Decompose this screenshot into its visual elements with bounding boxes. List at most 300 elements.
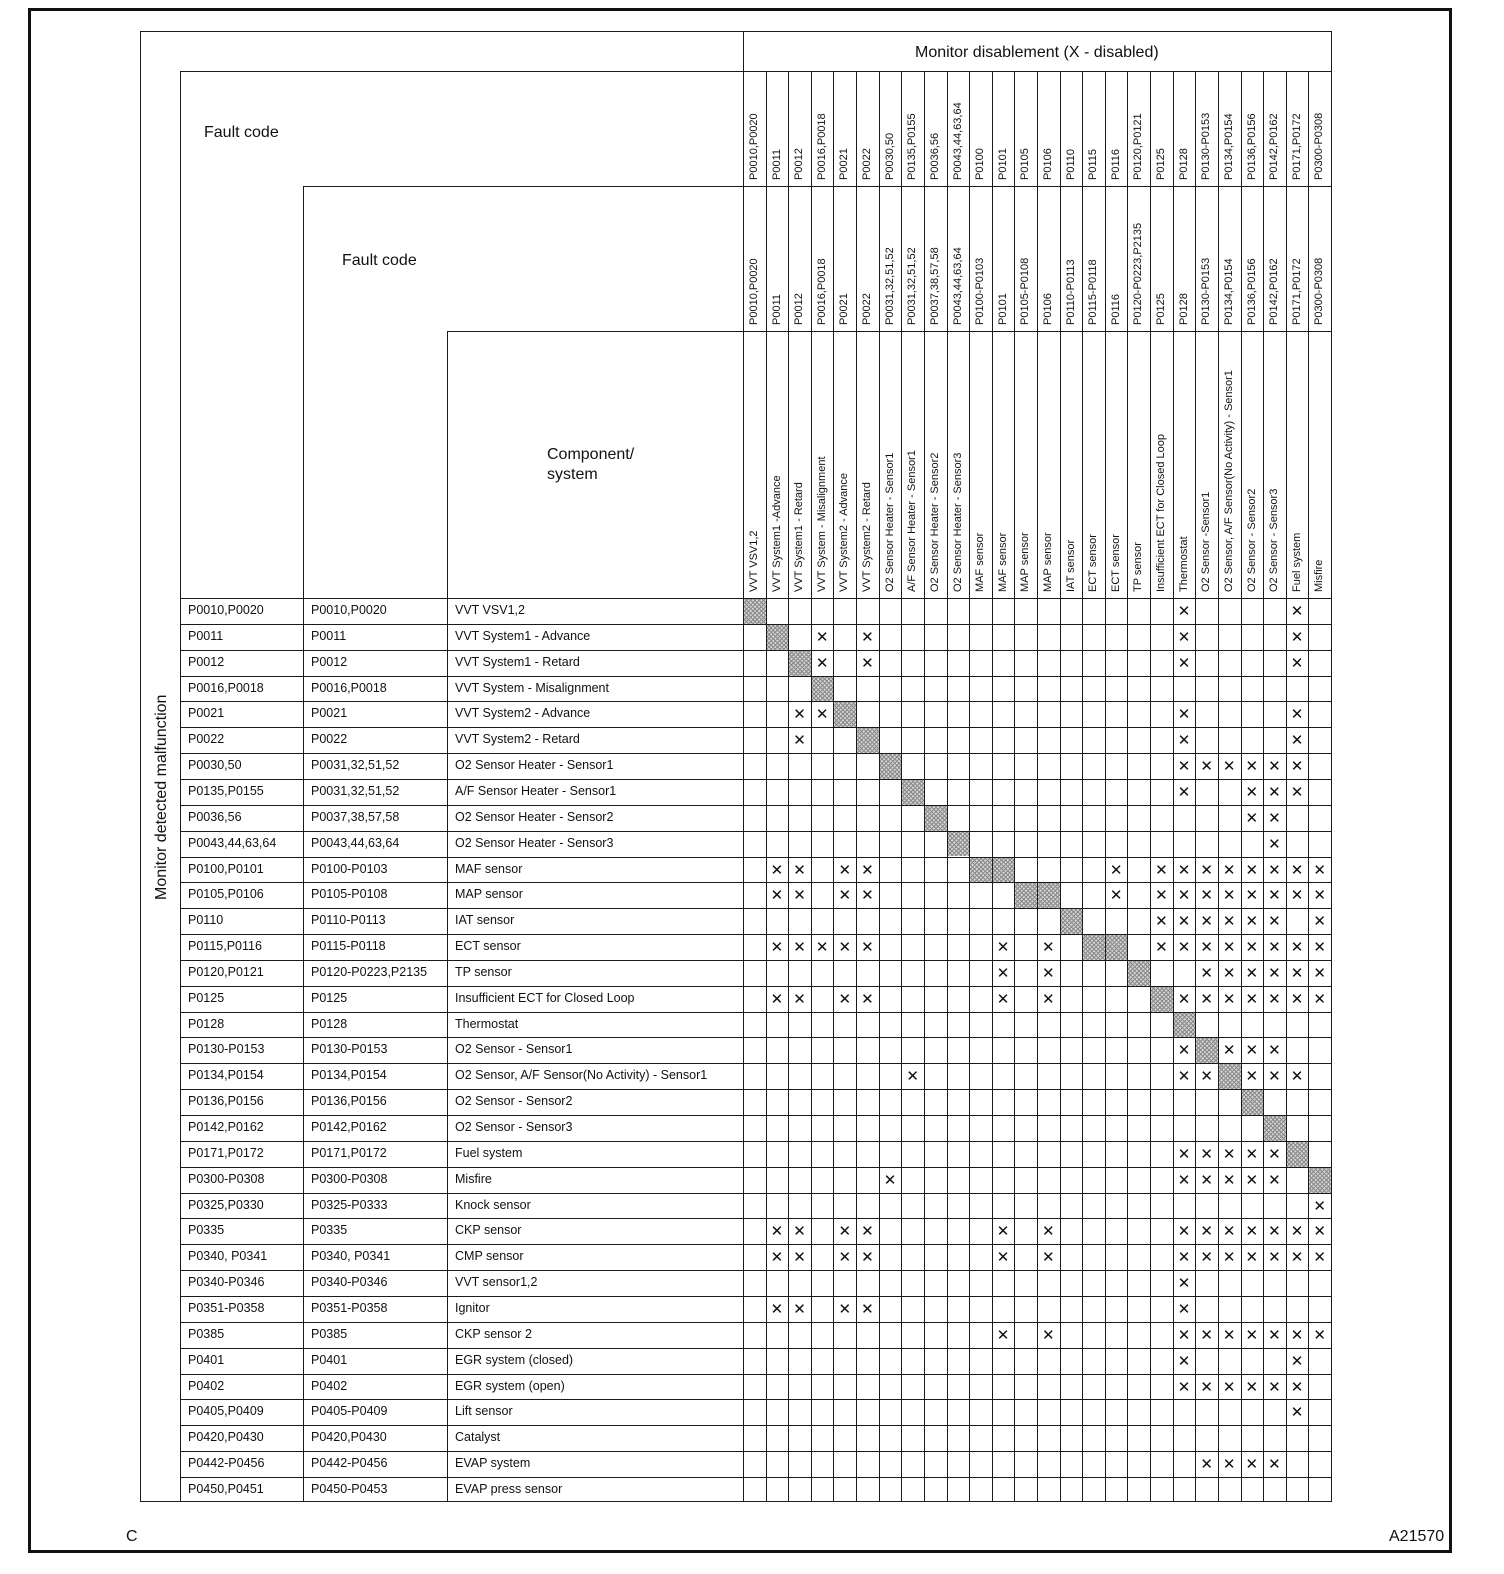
row-code-primary: P0171,P0172 [188,1145,264,1160]
self-cell-shade [812,677,834,702]
column-code-secondary: P0037,38,57,58 [928,247,941,325]
disabled-mark: ✕ [1155,886,1168,905]
column-code-secondary: P0134,P0154 [1222,258,1235,325]
row-code-secondary: P0011 [311,628,347,643]
grid-line [180,1296,1331,1297]
disabled-mark: ✕ [1042,989,1055,1008]
row-code-secondary: P0401 [311,1352,348,1367]
row-code-primary: P0010,P0020 [188,603,264,617]
row-code-secondary: P0351-P0358 [311,1300,388,1315]
disabled-mark: ✕ [1177,1377,1191,1396]
disabled-mark: ✕ [1222,1377,1236,1396]
disabled-mark: ✕ [1313,938,1326,957]
disabled-mark: ✕ [1222,1455,1236,1474]
grid-line [833,71,834,1501]
self-cell-shade [1174,1013,1196,1038]
disabled-mark: ✕ [1313,963,1326,982]
column-code-primary: P0010,P0020 [748,113,760,180]
disabled-mark: ✕ [1290,963,1304,982]
disabled-mark: ✕ [1222,963,1236,982]
column-component-name: ECT sensor [1109,534,1122,592]
self-cell-shade [1038,883,1060,908]
disabled-mark: ✕ [1109,860,1123,879]
row-component-name: VVT sensor1,2 [455,1275,538,1290]
disabled-mark: ✕ [1313,1325,1326,1344]
column-code-primary: P0115 [1087,149,1100,180]
column-code-secondary: P0021 [838,293,851,325]
grid-line [856,71,857,1501]
disabled-mark: ✕ [770,1222,784,1241]
row-code-secondary: P0125 [311,990,348,1005]
column-code-secondary: P0171,P0172 [1290,258,1303,325]
self-cell-shade [1015,883,1037,908]
column-code-primary: P0110 [1064,149,1077,180]
disabled-mark: ✕ [1268,912,1281,931]
disabled-mark: ✕ [1290,627,1304,646]
disabled-mark: ✕ [1200,963,1213,982]
disabled-mark: ✕ [793,731,806,750]
disabled-mark: ✕ [1268,757,1281,776]
component-header-line2: system [547,466,598,483]
row-code-primary: P0142,P0162 [188,1120,264,1134]
disabled-mark: ✕ [1155,938,1168,957]
disabled-mark: ✕ [1290,1222,1304,1241]
column-code-primary: P0022 [861,148,874,180]
column-code-primary: P0106 [1042,148,1054,180]
disabled-mark: ✕ [1245,1144,1259,1163]
row-component-name: MAP sensor [455,887,523,902]
disabled-mark: ✕ [861,1222,874,1241]
disabled-mark: ✕ [1177,731,1191,750]
disabled-mark: ✕ [1290,782,1304,801]
row-component-name: CMP sensor [455,1249,524,1264]
self-cell-shade [880,754,902,779]
column-code-primary: P0116 [1109,149,1122,180]
disabled-mark: ✕ [1268,834,1281,853]
column-code-secondary: P0016,P0018 [815,258,828,325]
column-component-name: O2 Sensor - Sensor2 [1245,488,1258,592]
grid-line [180,831,1331,832]
disabled-mark: ✕ [1155,860,1168,879]
grid-line [180,960,1331,961]
disabled-mark: ✕ [1290,886,1304,905]
disabled-mark: ✕ [996,989,1010,1008]
disabled-mark: ✕ [815,627,829,646]
row-code-primary: P0450,P0451 [188,1481,264,1496]
grid-line [447,331,448,1501]
row-code-primary: P0115,P0116 [188,939,262,954]
row-code-secondary: P0037,38,57,58 [311,809,400,824]
row-code-primary: P0130-P0153 [188,1042,265,1057]
self-cell-shade [767,625,789,650]
row-component-name: EVAP press sensor [455,1481,563,1496]
disabled-mark: ✕ [1177,886,1191,905]
column-code-primary: P0101 [996,148,1009,180]
disabled-mark: ✕ [770,938,784,957]
row-component-name: O2 Sensor Heater - Sensor2 [455,809,614,824]
disabled-mark: ✕ [1268,1041,1281,1060]
column-code-primary: P0125 [1155,148,1168,180]
grid-line [947,71,948,1501]
grid-line [180,650,1331,651]
row-component-name: CKP sensor [455,1223,522,1238]
row-component-name: O2 Sensor Heater - Sensor1 [455,758,614,773]
grid-line [180,753,1331,754]
disabled-mark: ✕ [1268,808,1281,827]
disabled-mark: ✕ [1042,1325,1055,1344]
row-code-secondary: P0043,44,63,64 [311,835,400,850]
row-code-primary: P0110 [188,913,224,928]
column-component-name: MAF sensor [974,532,987,592]
row-code-secondary: P0115-P0118 [311,939,386,954]
disabled-mark: ✕ [1290,731,1304,750]
row-component-name: EVAP system [455,1456,531,1471]
grid-line [180,1244,1331,1245]
disabled-mark: ✕ [1200,1325,1213,1344]
grid-line [180,1348,1331,1349]
disabled-mark: ✕ [1200,860,1213,879]
disabled-mark: ✕ [838,938,852,957]
grid-line [1105,71,1106,1501]
row-component-name: IAT sensor [455,913,515,928]
component-header-line1: Component/ [547,446,635,463]
column-code-secondary: P0116 [1109,294,1122,325]
grid-line [180,882,1331,883]
row-code-primary: P0300-P0308 [188,1171,265,1186]
disabled-mark: ✕ [770,989,784,1008]
row-component-name: Ignitor [455,1300,490,1315]
column-component-name: Misfire [1313,559,1326,592]
column-code-primary: P0100 [974,148,987,180]
column-code-secondary: P0106 [1042,293,1054,325]
disabled-mark: ✕ [1245,782,1259,801]
side-label-monitor-detected: Monitor detected malfunction [153,694,170,900]
disabled-mark: ✕ [793,860,806,879]
grid-line [1195,71,1196,1501]
footer-left-label: C [126,1528,138,1545]
column-code-primary: P0134,P0154 [1222,113,1235,180]
grid-line [1014,71,1015,1501]
column-component-name: VVT System2 - Advance [838,472,851,592]
column-code-secondary: P0105-P0108 [1019,257,1032,325]
disabled-mark: ✕ [1268,1222,1281,1241]
column-component-name: IAT sensor [1064,539,1077,592]
row-component-name: EGR system (open) [455,1378,565,1393]
grid-line [1082,71,1083,1501]
row-component-name: O2 Sensor - Sensor1 [455,1042,573,1057]
self-cell-shade [925,806,947,831]
column-component-name: O2 Sensor Heater - Sensor3 [951,452,964,592]
row-code-primary: P0351-P0358 [188,1300,265,1315]
disabled-mark: ✕ [1222,860,1236,879]
disabled-mark: ✕ [1177,627,1191,646]
grid-line [180,1374,1331,1375]
monitor-disablement-title: Monitor disablement (X - disabled) [915,44,1159,61]
disabled-mark: ✕ [793,938,806,957]
column-code-secondary: P0128 [1177,293,1190,325]
disabled-mark: ✕ [793,886,806,905]
row-code-secondary: P0031,32,51,52 [311,783,400,798]
row-component-name: Fuel system [455,1145,523,1160]
disabled-mark: ✕ [1245,1170,1259,1189]
disabled-mark: ✕ [861,1248,874,1267]
row-component-name: ECT sensor [455,939,521,954]
row-component-name: Misfire [455,1171,492,1186]
grid-line [879,71,880,1501]
disabled-mark: ✕ [1290,705,1304,724]
disabled-mark: ✕ [1200,1377,1213,1396]
row-code-secondary: P0031,32,51,52 [311,758,400,773]
row-component-name: TP sensor [455,964,512,979]
row-code-primary: P0022 [188,732,225,747]
grid-line [180,1218,1331,1219]
column-component-name: MAP sensor [1042,532,1054,592]
disabled-mark: ✕ [1177,1325,1191,1344]
row-code-secondary: P0012 [311,654,348,669]
disabled-mark: ✕ [996,1222,1010,1241]
column-code-secondary: P0101 [996,293,1009,325]
row-code-secondary: P0105-P0108 [311,887,388,902]
disabled-mark: ✕ [861,886,874,905]
column-code-secondary: P0120-P0223,P2135 [1132,222,1145,325]
disabled-mark: ✕ [770,886,784,905]
self-cell-shade [902,780,924,805]
grid-line [811,71,812,1501]
disabled-mark: ✕ [1290,757,1304,776]
table-border [140,31,1332,32]
disabled-mark: ✕ [1268,989,1281,1008]
row-code-secondary: P0016,P0018 [311,680,387,695]
row-code-primary: P0012 [188,654,225,669]
disabled-mark: ✕ [1222,1041,1236,1060]
disabled-mark: ✕ [1268,886,1281,905]
disabled-mark: ✕ [996,1248,1010,1267]
disabled-mark: ✕ [1222,938,1236,957]
self-cell-shade [1287,1142,1309,1167]
disabled-mark: ✕ [1245,912,1259,931]
column-code-primary: P0016,P0018 [815,113,828,180]
row-code-primary: P0021 [188,706,225,721]
grid-line [1308,71,1309,1501]
column-code-secondary: P0142,P0162 [1268,258,1281,325]
grid-line [180,1167,1331,1168]
grid-line [180,1089,1331,1090]
row-code-secondary: P0100-P0103 [311,861,388,876]
column-code-secondary: P0031,32,51,52 [883,247,896,325]
row-component-name: VVT System1 - Advance [455,628,591,643]
row-code-secondary: P0134,P0154 [311,1068,387,1083]
column-component-name: VVT VSV1,2 [748,530,760,592]
grid-line [180,1399,1331,1400]
self-cell-shade [857,728,879,753]
row-code-secondary: P0300-P0308 [311,1171,388,1186]
disabled-mark: ✕ [1177,653,1191,672]
disabled-mark: ✕ [1177,757,1191,776]
disabled-mark: ✕ [1290,602,1304,620]
column-component-name: VVT System - Misalignment [815,456,828,592]
row-code-secondary: P0385 [311,1326,348,1341]
grid-line [180,857,1331,858]
disabled-mark: ✕ [861,938,874,957]
row-code-primary: P0016,P0018 [188,680,264,695]
disabled-mark: ✕ [906,1067,919,1086]
disabled-mark: ✕ [1245,989,1259,1008]
column-code-primary: P0171,P0172 [1290,113,1303,180]
fault-code-header-top: Fault code [204,124,279,141]
column-component-name: MAF sensor [996,532,1009,592]
disabled-mark: ✕ [1245,1222,1259,1241]
self-cell-shade [970,858,992,883]
row-component-name: Insufficient ECT for Closed Loop [455,990,635,1005]
row-component-name: VVT System1 - Retard [455,654,580,669]
disabled-mark: ✕ [770,1299,784,1318]
disabled-mark: ✕ [1268,963,1281,982]
grid-line [180,779,1331,780]
row-code-primary: P0401 [188,1352,225,1367]
table-border [140,1501,1332,1502]
row-code-secondary: P0110-P0113 [311,913,386,928]
row-component-name: VVT System2 - Retard [455,732,580,747]
self-cell-shade [1151,987,1173,1012]
row-code-secondary: P0142,P0162 [311,1120,387,1134]
disabled-mark: ✕ [793,1299,806,1318]
disabled-mark: ✕ [1290,860,1304,879]
row-component-name: O2 Sensor Heater - Sensor3 [455,835,614,850]
disabled-mark: ✕ [1177,1299,1191,1318]
column-code-secondary: P0300-P0308 [1313,257,1326,325]
grid-line [180,1063,1331,1064]
column-code-primary: P0135,P0155 [906,113,919,180]
row-code-secondary: P0136,P0156 [311,1094,387,1109]
row-code-primary: P0335 [188,1223,225,1238]
row-code-primary: P0402 [188,1378,225,1393]
disabled-mark: ✕ [1268,1067,1281,1086]
disabled-mark: ✕ [1155,912,1168,931]
row-component-name: MAF sensor [455,861,523,876]
disabled-mark: ✕ [1177,1274,1191,1293]
disabled-mark: ✕ [793,989,806,1008]
self-cell-shade [1128,961,1150,986]
grid-line [180,1270,1331,1271]
disabled-mark: ✕ [1222,1325,1236,1344]
disabled-mark: ✕ [1268,1144,1281,1163]
column-component-name: VVT System1 -Advance [770,475,783,592]
disabled-mark: ✕ [1290,1403,1304,1422]
row-code-primary: P0128 [188,1016,225,1031]
grid-line [180,1037,1331,1038]
disabled-mark: ✕ [1290,1325,1304,1344]
grid-line [180,624,1331,625]
disabled-mark: ✕ [838,860,852,879]
disabled-mark: ✕ [1245,1455,1259,1474]
disabled-mark: ✕ [1042,1222,1055,1241]
disabled-mark: ✕ [1313,1196,1326,1215]
grid-line [1037,71,1038,1501]
disabled-mark: ✕ [1245,1325,1259,1344]
disabled-mark: ✕ [1200,1222,1213,1241]
column-component-name: Thermostat [1177,536,1190,592]
disabled-mark: ✕ [793,705,806,724]
disabled-mark: ✕ [861,653,874,672]
disabled-mark: ✕ [1268,1170,1281,1189]
disabled-mark: ✕ [883,1170,897,1189]
grid-line [924,71,925,1501]
disabled-mark: ✕ [1177,1170,1191,1189]
disabled-mark: ✕ [1222,912,1236,931]
disabled-mark: ✕ [1313,912,1326,931]
disabled-mark: ✕ [1200,1248,1213,1267]
column-component-name: ECT sensor [1087,534,1100,592]
grid-line [180,1451,1331,1452]
disabled-mark: ✕ [1177,782,1191,801]
row-code-secondary: P0325-P0333 [311,1197,388,1212]
column-component-name: VVT System2 - Retard [861,482,874,592]
disabled-mark: ✕ [1245,886,1259,905]
grid-line [180,1477,1331,1478]
column-code-secondary: P0012 [793,293,806,325]
disabled-mark: ✕ [1177,1351,1191,1370]
column-code-primary: P0120,P0121 [1132,113,1145,180]
column-component-name: Fuel system [1290,532,1303,592]
disabled-mark: ✕ [1177,938,1191,957]
row-code-primary: P0120,P0121 [188,964,264,979]
row-code-primary: P0442-P0456 [188,1456,265,1471]
row-code-secondary: P0010,P0020 [311,603,387,617]
disabled-mark: ✕ [1268,1248,1281,1267]
self-cell-shade [744,599,766,624]
column-code-secondary: P0010,P0020 [748,258,760,325]
disabled-mark: ✕ [838,1248,852,1267]
disabled-mark: ✕ [1268,782,1281,801]
grid-line [1127,71,1128,1501]
disabled-mark: ✕ [1245,963,1259,982]
self-cell-shade [1083,935,1105,960]
disabled-mark: ✕ [1268,1325,1281,1344]
row-component-name: Lift sensor [455,1404,513,1419]
disabled-mark: ✕ [838,886,852,905]
row-code-primary: P0043,44,63,64 [188,835,277,850]
grid-line [180,1322,1331,1323]
disabled-mark: ✕ [1177,1248,1191,1267]
row-code-secondary: P0405-P0409 [311,1404,388,1419]
table-border [140,31,141,1501]
table-border [1331,31,1332,1502]
disabled-mark: ✕ [1313,886,1326,905]
disabled-mark: ✕ [996,938,1010,957]
column-code-primary: P0128 [1177,148,1190,180]
disabled-mark: ✕ [1177,602,1191,620]
row-code-secondary: P0340, P0341 [311,1249,391,1264]
disabled-mark: ✕ [1268,860,1281,879]
self-cell-shade [1264,1116,1286,1141]
disabled-mark: ✕ [815,938,829,957]
row-code-secondary: P0402 [311,1378,348,1393]
disabled-mark: ✕ [1290,1377,1304,1396]
column-code-primary: P0043,44,63,64 [951,102,964,180]
row-code-secondary: P0442-P0456 [311,1456,388,1471]
row-code-secondary: P0171,P0172 [311,1145,387,1160]
column-code-secondary: P0022 [861,293,874,325]
column-code-secondary: P0031,32,51,52 [906,247,919,325]
row-code-secondary: P0130-P0153 [311,1042,388,1057]
disabled-mark: ✕ [1268,1377,1281,1396]
disabled-mark: ✕ [861,860,874,879]
row-code-primary: P0325,P0330 [188,1197,264,1212]
disabled-mark: ✕ [815,705,829,724]
disabled-mark: ✕ [1313,1222,1326,1241]
column-component-name: O2 Sensor - Sensor3 [1268,488,1281,592]
row-code-primary: P0340, P0341 [188,1249,268,1264]
